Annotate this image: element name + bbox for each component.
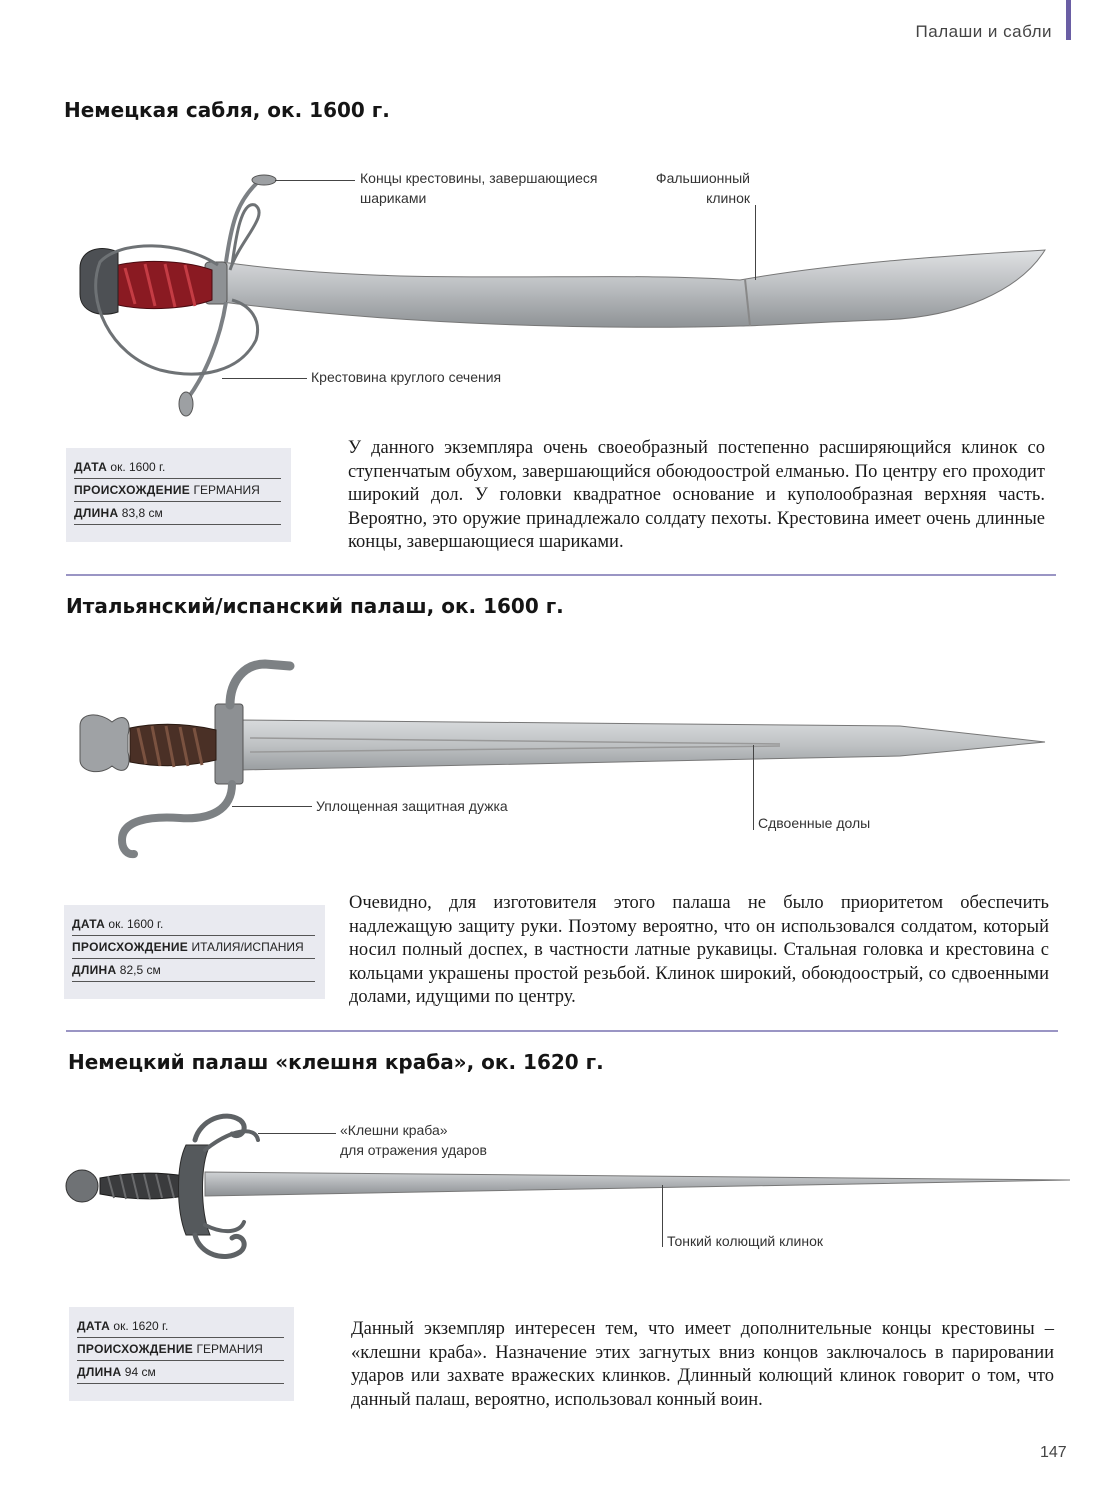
info-date-row xyxy=(74,456,281,479)
info-length-row xyxy=(72,959,315,982)
date-label: ДАТА xyxy=(74,460,108,474)
info-origin-row xyxy=(74,479,281,502)
leader-line xyxy=(755,205,756,280)
date-value: ок. 1620 г. xyxy=(113,1319,169,1333)
length-value: 83,8 см xyxy=(121,506,163,520)
callout-guard-ring: Уплощенная защитная дужка xyxy=(316,798,508,814)
origin-label: ПРОИСХОЖДЕНИЕ xyxy=(77,1342,194,1356)
description-italian-broadsword: Очевидно, для изготовителя этого палаша не было приоритетом обеспечить надлежащую защиту руки. Поэтому вероятно, что он использовался солдатом, который носил полный доспех, в частности латные рукавицы. Стальная головка и крестовина с кольцами украшены простой резьбой. Клинок широкий, обоюдоострый, со сдвоенными долами, идущими по центру. xyxy=(349,893,1049,1007)
crab-claw-broadsword-illustration xyxy=(0,1105,1109,1265)
info-origin-row xyxy=(77,1338,284,1361)
italian-broadsword-illustration xyxy=(0,655,1109,870)
callout-crab-claws-line1: «Клешни краба» xyxy=(340,1122,448,1138)
section-title-german-sabre: Немецкая сабля, ок. 1600 г. xyxy=(64,98,390,122)
callout-double-fullers: Сдвоенные долы xyxy=(758,815,871,831)
info-length-row xyxy=(77,1361,284,1384)
section-divider xyxy=(66,574,1056,576)
length-label: ДЛИНА xyxy=(74,506,119,520)
description-crab-claw-broadsword: Данный экземпляр интересен тем, что имеет дополнительные концы крестовины – «клешни краба». Назначение этих загнутых вниз концов заключалось в парировании ударов или захвате вражеских клинков. Длинный колющий клинок говорит о том, что данный палаш, вероятно, использовал конный воин. xyxy=(351,1319,1054,1410)
info-box-crab-claw-broadsword xyxy=(69,1307,294,1401)
date-label: ДАТА xyxy=(77,1319,111,1333)
header-accent-bar xyxy=(1066,0,1071,40)
length-label: ДЛИНА xyxy=(77,1365,122,1379)
date-value: ок. 1600 г. xyxy=(110,460,166,474)
info-length-row xyxy=(74,502,281,525)
length-value: 94 см xyxy=(124,1365,156,1379)
page-number: 147 xyxy=(1040,1444,1067,1461)
length-label: ДЛИНА xyxy=(72,963,117,977)
section-divider xyxy=(66,1030,1058,1032)
length-value: 82,5 см xyxy=(119,963,161,977)
leader-line xyxy=(222,378,307,379)
origin-label: ПРОИСХОЖДЕНИЕ xyxy=(74,483,191,497)
info-box-italian-broadsword xyxy=(64,905,325,999)
info-origin-row xyxy=(72,936,315,959)
leader-line xyxy=(275,180,355,181)
origin-value: ГЕРМАНИЯ xyxy=(196,1342,263,1356)
section-title-crab-claw-broadsword: Немецкий палаш «клешня краба», ок. 1620 г. xyxy=(68,1050,604,1074)
callout-falchion-blade: Фальшионный клинок xyxy=(655,170,750,206)
callout-round-crossguard: Крестовина круглого сечения xyxy=(311,369,502,385)
leader-line xyxy=(662,1185,663,1247)
date-value: ок. 1600 г. xyxy=(108,917,164,931)
running-header: Палаши и сабли xyxy=(915,22,1052,41)
section-title-italian-broadsword: Итальянский/испанский палаш, ок. 1600 г. xyxy=(66,594,564,618)
info-date-row xyxy=(72,913,315,936)
date-label: ДАТА xyxy=(72,917,106,931)
leader-line xyxy=(258,1133,336,1134)
info-date-row xyxy=(77,1315,284,1338)
callout-crossguard-ends: Концы крестовины, завершающиеся шариками xyxy=(360,170,598,206)
callout-thin-blade: Тонкий колющий клинок xyxy=(667,1233,824,1249)
leader-line xyxy=(753,745,754,830)
info-box-german-sabre xyxy=(66,448,291,542)
origin-value: ИТАЛИЯ/ИСПАНИЯ xyxy=(191,940,304,954)
origin-label: ПРОИСХОЖДЕНИЕ xyxy=(72,940,189,954)
origin-value: ГЕРМАНИЯ xyxy=(193,483,260,497)
callout-crab-claws xyxy=(340,1120,487,1160)
description-german-sabre: У данного экземпляра очень своеобразный постепенно расширяющийся клинок со ступенчатым обухом, завершающийся обоюдоострой елманью. По центру его проходит широкий дол. У головки квадратное основание и куполообразная верхняя часть. Вероятно, это оружие принадлежало солдату пехоты. Крестовина имеет очень длинные концы, завершающиеся шариками. xyxy=(348,438,1045,552)
callout-crab-claws-line2: для отражения ударов xyxy=(340,1142,487,1158)
leader-line xyxy=(232,806,312,807)
